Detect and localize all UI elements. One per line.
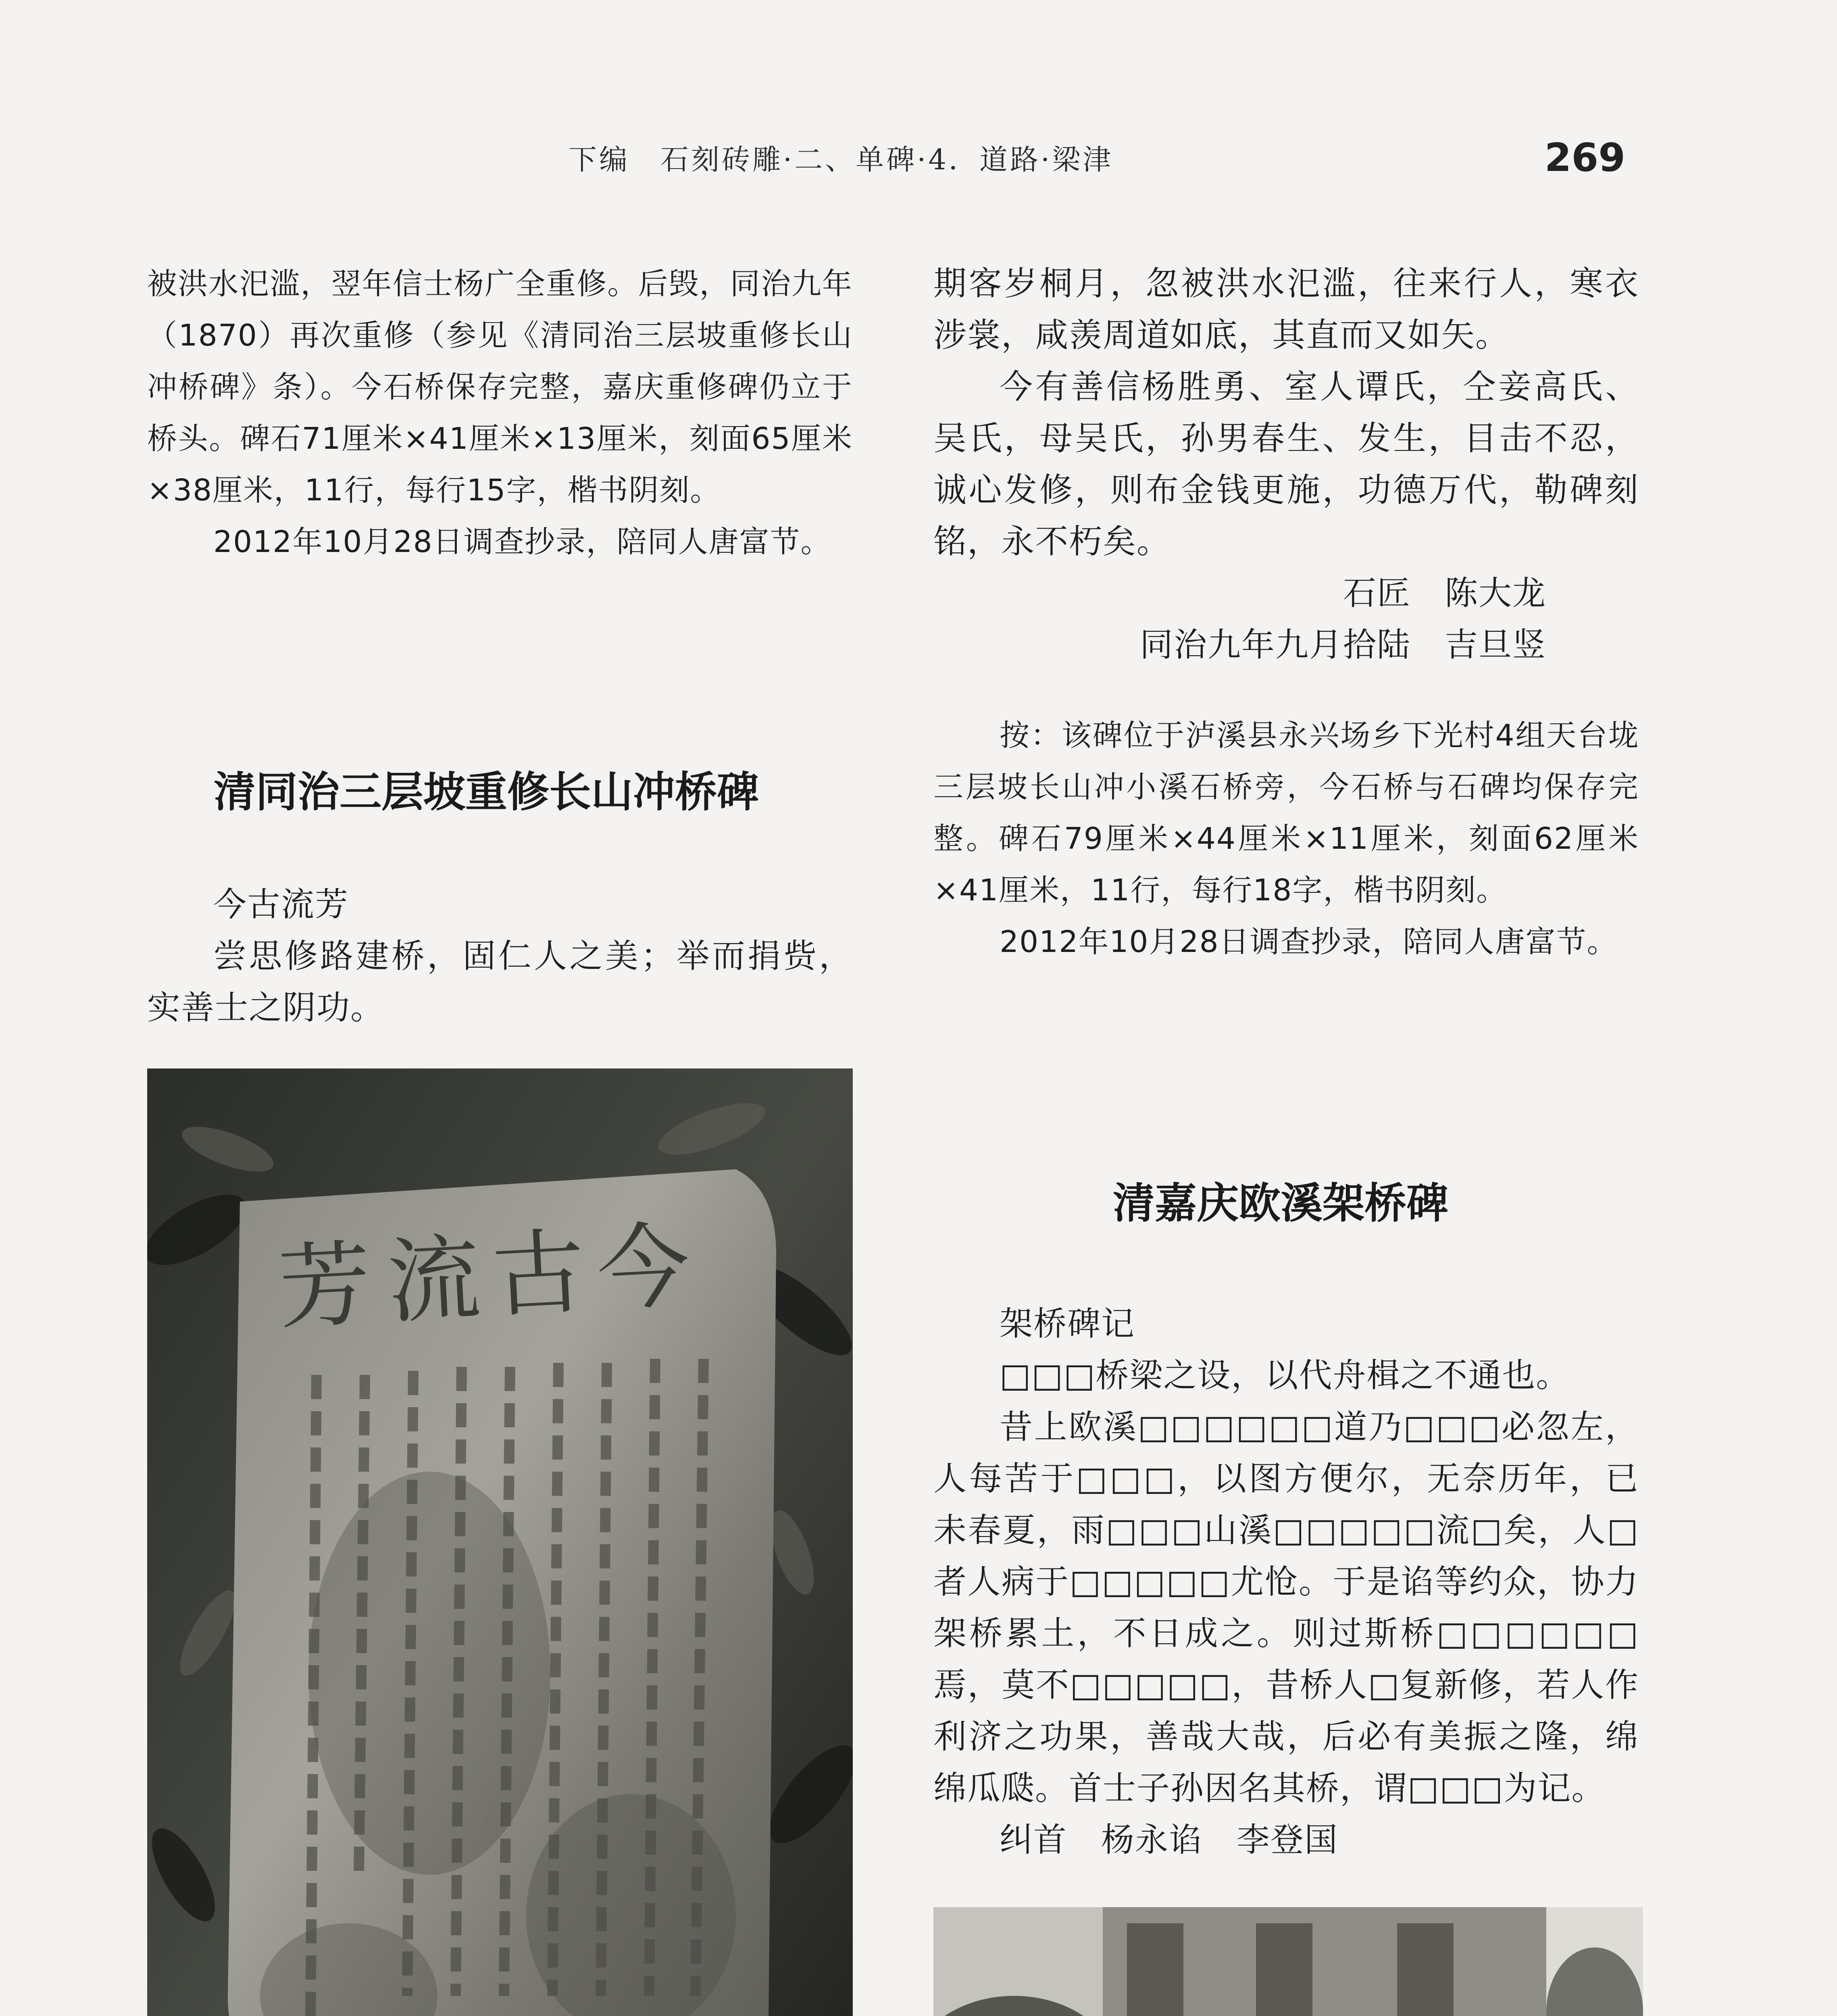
inscription-line: 尝思修路建桥，固仁人之美；举而捐赀，实善士之阴功。 <box>147 937 853 1027</box>
svg-text:今: 今 <box>594 1212 693 1325</box>
inscription-heading-right: 架桥碑记 <box>1000 1305 1135 1343</box>
stele-photo-ouxi <box>933 1907 1643 2016</box>
stele-photo-graphic <box>147 1068 853 2016</box>
continuation-paragraph-right: 期客岁桐月，忽被洪水汜滥，往来行人，寒衣涉裳，咸羡周道如底，其直而又如矢。 <box>933 264 1639 354</box>
note-record: 2012年10月28日调查抄录，陪同人唐富节。 <box>1000 925 1618 959</box>
svg-text:古: 古 <box>489 1218 588 1331</box>
intro-record: 2012年10月28日调查抄录，陪同人唐富节。 <box>213 525 831 559</box>
right-column-note <box>933 710 1639 968</box>
inscription-p1: □□□桥梁之设，以代舟楫之不通也。 <box>1000 1356 1570 1395</box>
section-title-ouxi: 清嘉庆欧溪架桥碑 <box>1113 1179 1449 1228</box>
inscription-heading: 今古流芳 <box>213 885 349 924</box>
intro-paragraph: 被洪水汜滥，翌年信士杨广全重修。后毁，同治九年（1870）再次重修（参见《清同治三层坡重修长山冲桥碑》条）。今石桥保存完整，嘉庆重修碑仍立于桥头。碑石71厘米×41厘米×13厘米，刻面65厘米×38厘米，11行，每行15字，楷书阴刻。 <box>147 267 853 508</box>
stele-photo-changshanchong <box>147 1068 853 2016</box>
stele-photo-ouxi-graphic <box>933 1907 1643 2016</box>
inscription-signers: 纠首 杨永谄 李登国 <box>1000 1821 1339 1859</box>
running-header: 下编 石刻砖雕·二、单碑·4．道路·梁津 <box>569 143 1114 176</box>
left-column-top <box>147 258 853 568</box>
right-column-top <box>933 258 1639 671</box>
svg-text:流: 流 <box>384 1224 483 1337</box>
note-paragraph: 按：该碑位于泸溪县永兴场乡下光村4组天台垅三层坡长山冲小溪石桥旁，今石桥与石碑均保存完整。碑石79厘米×44厘米×11厘米，刻面62厘米×41厘米，11行，每行18字，楷书阴刻。 <box>933 718 1639 908</box>
svg-text:芳: 芳 <box>275 1230 374 1343</box>
donors-paragraph: 今有善信杨胜勇、室人谭氏，仝妾高氏、吴氏，母吴氏，孙男春生、发生，目击不忍，诚心发修，则布金钱更施，功德万代，勒碑刻铭，永不朽矣。 <box>933 368 1639 561</box>
left-column-inscription <box>147 879 853 1034</box>
signature-mason: 石匠 陈大龙 <box>1343 574 1546 612</box>
section-title-changshanchong: 清同治三层坡重修长山冲桥碑 <box>214 767 759 816</box>
inscription-p2: 昔上欧溪□□□□□□道乃□□□必忽左，人每苦于□□□，以图方便尔，无奈历年，已未春夏，雨□□□山溪□□□□□流□矣，人□者人病于□□□□□尤怆。于是谄等约众，协力架桥累土，不日成之。则过斯桥□□□□□□焉，莫不□□□□□，昔桥人□复新修，若人作利济之功果，善哉大哉，后必有美振之隆，绵绵瓜瓞。首士子孙因名其桥，谓□□□为记。 <box>933 1408 1639 1808</box>
page-number: 269 <box>1544 135 1625 180</box>
right-column-inscription <box>933 1298 1639 1866</box>
signature-date: 同治九年九月拾陆 吉旦竖 <box>1139 626 1546 664</box>
